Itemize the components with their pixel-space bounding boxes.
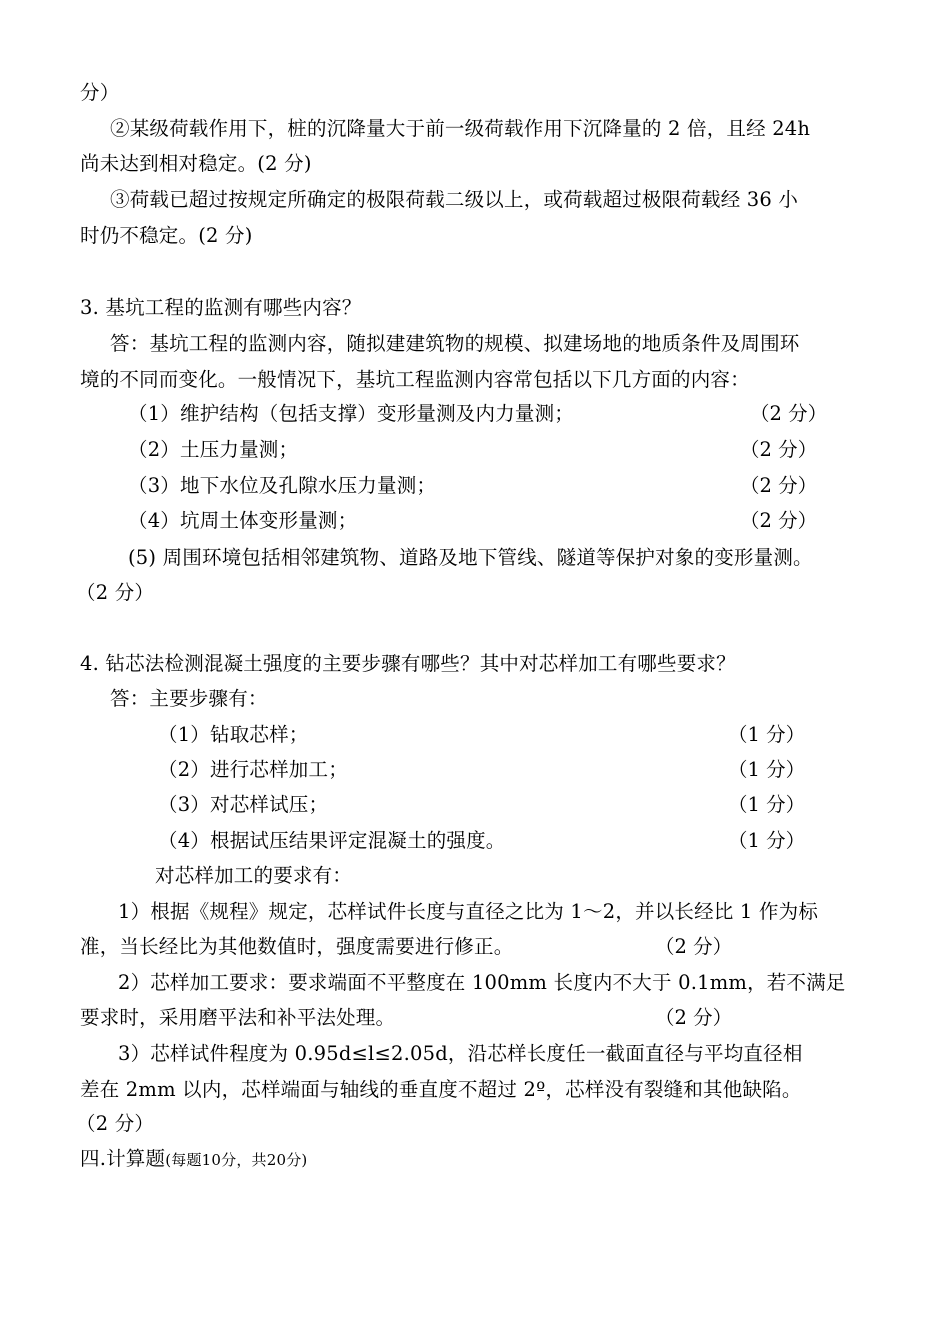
score-label: （2 分）: [655, 935, 733, 958]
list-item: （4）坑周土体变形量测；: [128, 509, 358, 532]
requirement-text: 要求时，采用磨平法和补平法处理。: [80, 1006, 396, 1029]
requirement-text: 1）根据《规程》规定，芯样试件长度与直径之比为 1～2，并以长经比 1 作为标: [118, 900, 819, 923]
score-label: （2 分）: [655, 1006, 733, 1029]
score-label: （1 分）: [728, 758, 806, 781]
score-label: （2 分）: [740, 438, 818, 461]
text-line: 时仍不稳定。(2 分): [80, 224, 253, 247]
score-label: （2 分）: [76, 581, 155, 604]
score-label: （1 分）: [728, 723, 806, 746]
score-label: （2 分）: [76, 1112, 155, 1135]
text-line: ②某级荷载作用下，桩的沉降量大于前一级荷载作用下沉降量的 2 倍，且经 24h: [110, 117, 811, 140]
answer-text: 境的不同而变化。一般情况下，基坑工程监测内容常包括以下几方面的内容：: [80, 368, 750, 391]
score-label: （1 分）: [728, 829, 806, 852]
list-item: （4）根据试压结果评定混凝土的强度。: [158, 829, 506, 852]
score-label: （1 分）: [728, 793, 806, 816]
list-item: （1）钻取芯样；: [158, 723, 309, 746]
score-label: （2 分）: [750, 402, 828, 425]
requirement-text: 2）芯样加工要求：要求端面不平整度在 100mm 长度内不大于 0.1mm，若不满足: [118, 971, 846, 994]
section-heading: [80, 1146, 307, 1173]
list-item: （2）土压力量测；: [128, 438, 299, 461]
answer-text: 答：基坑工程的监测内容，随拟建建筑物的规模、拟建场地的地质条件及周围环: [110, 332, 800, 355]
question-heading: 4. 钻芯法检测混凝土强度的主要步骤有哪些？其中对芯样加工有哪些要求？: [80, 652, 736, 675]
score-label: （2 分）: [740, 474, 818, 497]
list-item: (5) 周围环境包括相邻建筑物、道路及地下管线、隧道等保护对象的变形量测。: [128, 546, 813, 569]
list-item: （3）对芯样试压；: [158, 793, 329, 816]
answer-text: 答：主要步骤有：: [110, 687, 268, 710]
sub-heading: 对芯样加工的要求有：: [155, 864, 353, 887]
list-item: （1）维护结构（包括支撑）变形量测及内力量测；: [128, 402, 575, 425]
text-line: ③荷载已超过按规定所确定的极限荷载二级以上，或荷载超过极限荷载经 36 小: [110, 188, 799, 211]
section-heading-title: 四.计算题: [80, 1147, 166, 1170]
question-heading: 3. 基坑工程的监测有哪些内容？: [80, 296, 362, 319]
score-label: （2 分）: [740, 509, 818, 532]
text-line: 分）: [80, 81, 120, 104]
requirement-text: 准，当长经比为其他数值时，强度需要进行修正。: [80, 935, 514, 958]
requirement-text: 3）芯样试件程度为 0.95d≤l≤2.05d，沿芯样长度任一截面直径与平均直径相: [118, 1042, 803, 1065]
section-heading-note: (每题10分，共20分): [165, 1151, 308, 1169]
requirement-text: 差在 2mm 以内，芯样端面与轴线的垂直度不超过 2º，芯样没有裂缝和其他缺陷。: [80, 1078, 802, 1101]
text-line: 尚未达到相对稳定。(2 分): [80, 152, 312, 175]
list-item: （2）进行芯样加工；: [158, 758, 348, 781]
list-item: （3）地下水位及孔隙水压力量测；: [128, 474, 437, 497]
